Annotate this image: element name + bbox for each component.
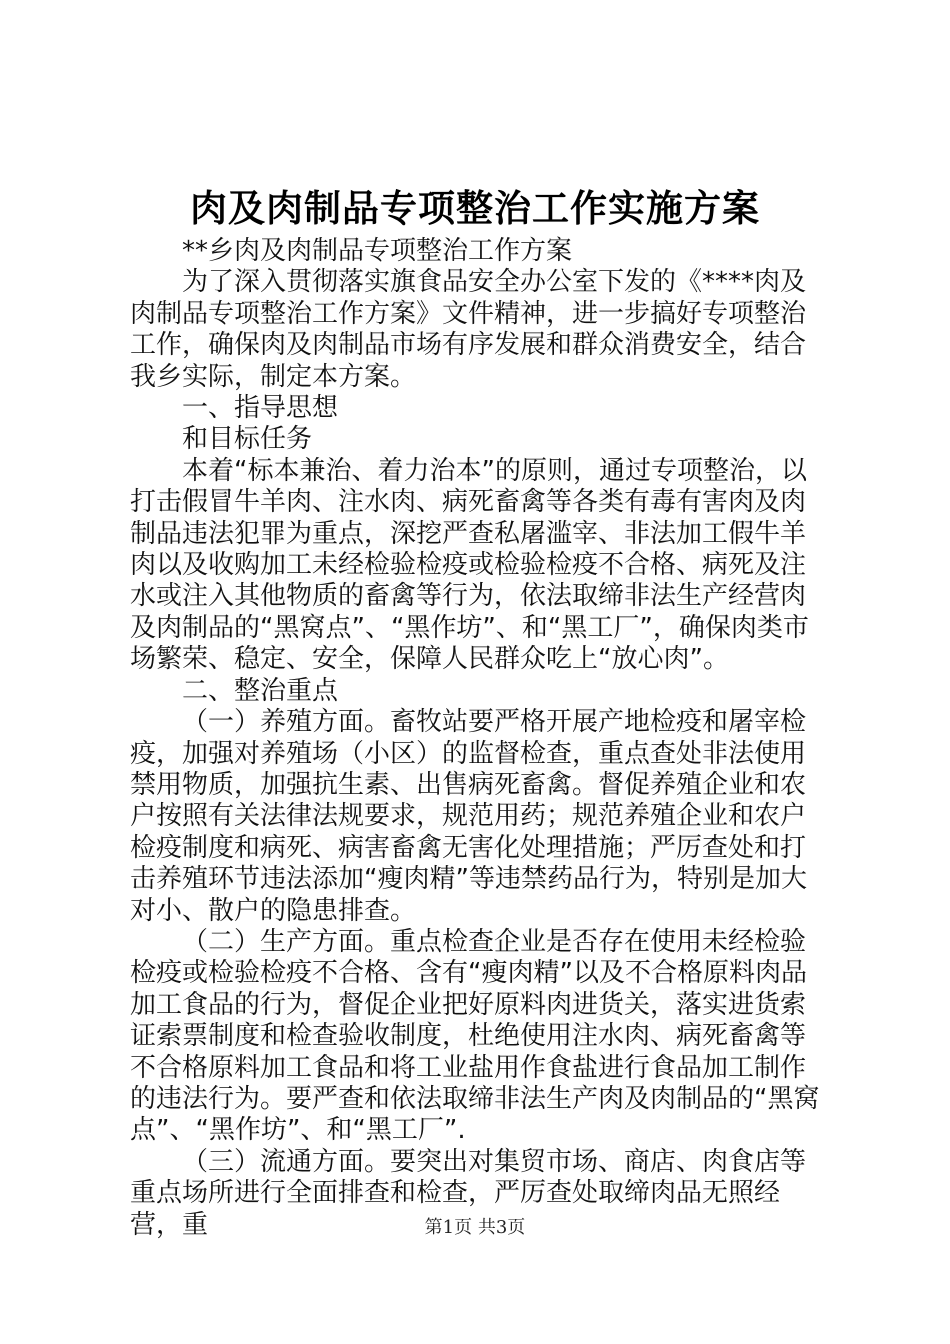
heading-key-points: 二、整治重点 [182,675,339,706]
paragraph-production: （二）生产方面。重点检查企业是否存在使用未经检验检疫或检验检疫不合格、含有“瘦肉精”以及不合格原料肉品加工食品的行为，督促企业把好原料肉进货关，落实进货索证索票制度和检查验收制度，杜绝使用注水肉、病死畜禽等不合格原料加工食品和将工业盐用作食盐进行食品加工制作的违法行为。要严查和依法取缔非法生产肉及肉制品的“黑窝点”、“黑作坊”、和“黑工厂”. [130,926,820,1146]
heading-goals: 和目标任务 [182,424,313,455]
page-footer: 第1页 共3页 [424,1217,526,1238]
heading-guiding-thought: 一、指导思想 [182,393,339,424]
paragraph-breeding: （一）养殖方面。畜牧站要严格开展产地检疫和屠宰检疫，加强对养殖场（小区）的监督检查，重点查处非法使用禁用物质，加强抗生素、出售病死畜禽。督促养殖企业和农户按照有关法律法规要求，规范用药；规范养殖企业和农户检疫制度和病死、病害畜禽无害化处理措施；严厉查处和打击养殖环节违法添加“瘦肉精”等违禁药品行为，特别是加大对小、散户的隐患排查。 [130,707,807,926]
paragraph-subtitle: **乡肉及肉制品专项整治工作方案 [182,236,573,266]
document-title: 肉及肉制品专项整治工作实施方案 [190,186,760,230]
paragraph-circulation: （三）流通方面。要突出对集贸市场、商店、肉食店等重点场所进行全面排查和检查，严厉查处取缔肉品无照经营，重 [130,1146,807,1240]
paragraph-intro: 为了深入贯彻落实旗食品安全办公室下发的《****肉及肉制品专项整治工作方案》文件精神，进一步搞好专项整治工作，确保肉及肉制品市场有序发展和群众消费安全，结合我乡实际，制定本方案。 [130,267,807,392]
document-body [130,236,830,1241]
paragraph-principle: 本着“标本兼治、着力治本”的原则，通过专项整治，以打击假冒牛羊肉、注水肉、病死畜禽等各类有毒有害肉及肉制品违法犯罪为重点，深挖严查私屠滥宰、非法加工假牛羊肉以及收购加工未经检验检疫或检验检疫不合格、病死及注水或注入其他物质的畜禽等行为，依法取缔非法生产经营肉及肉制品的“黑窝点”、“黑作坊”、和“黑工厂”，确保肉类市场繁荣、稳定、安全，保障人民群众吃上“放心肉”。 [130,455,809,675]
